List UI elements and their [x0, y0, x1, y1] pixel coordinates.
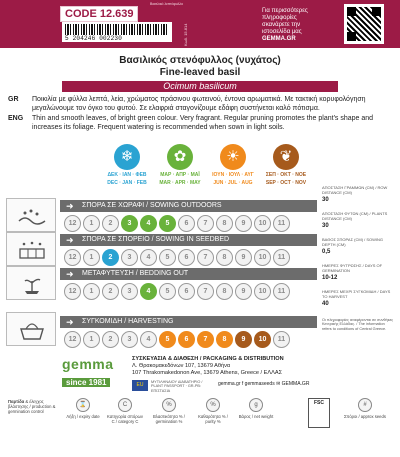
month-11: 11	[273, 215, 290, 232]
activity-row-harvesting	[60, 316, 317, 348]
field-sowing-icon	[17, 205, 47, 227]
spec-sowing-depth	[322, 238, 394, 256]
season-months-en: MAR · APR · MAY	[159, 180, 201, 186]
month-track	[60, 283, 317, 300]
month-1: 1	[83, 283, 100, 300]
season-months-gr: ΙΟΥΝ · ΙΟΥΛ · ΑΥΓ	[212, 172, 254, 178]
month-9: 9	[235, 249, 252, 266]
legend-seeds	[340, 398, 390, 419]
month-track	[60, 331, 317, 348]
plant-passport-text: ΜΥΤΙΛΗΝΑΙΟΥ ΔΙΑΒΑΤΗΡΙΟ / PLANT PASSPORT · GR-PB: ΕΠΙΣΤΑΣΙΑ	[151, 380, 203, 393]
month-4: 4	[140, 283, 157, 300]
month-1: 1	[83, 215, 100, 232]
month-11: 11	[273, 283, 290, 300]
month-5: 5	[159, 331, 176, 348]
lang-label-gr: GR	[8, 96, 19, 103]
month-4: 4	[140, 249, 157, 266]
header-tiny-text: Βασιλικό λεπτόφυλλο	[150, 2, 184, 6]
scan-info-line: ιστοσελίδα μας	[262, 29, 302, 35]
spec-plant-distance	[322, 212, 394, 230]
month-10: 10	[254, 283, 271, 300]
arrow-icon: ➜	[66, 235, 74, 245]
activity-bar	[60, 268, 317, 280]
activity-label: ΜΕΤΑΦΥΤΕΥΣΗ / BEDDING OUT	[82, 270, 189, 277]
seeds-icon: #	[358, 398, 372, 412]
spec-value: 30	[322, 196, 329, 203]
arrow-icon: ➜	[66, 201, 74, 211]
legend-germination	[150, 398, 188, 424]
sowing-seedbed-illustration	[6, 232, 56, 266]
qr-code[interactable]	[344, 4, 384, 44]
month-2: 2	[102, 283, 119, 300]
sun-icon: ☀	[220, 144, 246, 170]
bedding-out-illustration	[6, 266, 56, 300]
title-greek: Βασιλικός στενόφυλλος (νυχάτος)	[119, 55, 281, 66]
address-english: 107 Thrakomakedonon Ave, 13679 Athens, Greece / ΕΛΛΑΣ	[132, 370, 283, 376]
eu-flag-icon: EU	[132, 380, 148, 391]
month-10: 10	[254, 331, 271, 348]
lang-label-en: ENG	[8, 115, 24, 122]
category-icon: C	[118, 398, 132, 412]
activity-bar	[60, 234, 317, 246]
leaf-icon: ❦	[273, 144, 299, 170]
description-text-gr: Ποικιλία με φύλλα λεπτά, λεία, χρώματος πράσινου φωτεινού, έντονα αρωματικά. Με τακτική κορυφολόγηση μεγαλώνουμε τον όγκο του φυτού. Σε ελαφριά σταγονίζουμε εδάφη συστήνεται καλό πότισμα.	[32, 96, 366, 112]
month-5: 5	[159, 283, 176, 300]
month-8: 8	[216, 331, 233, 348]
month-6: 6	[178, 249, 195, 266]
season-months-en: JUN · JUL · AUG	[213, 180, 253, 186]
legend-text: Κατηγορία σπόρων C / category C	[106, 414, 143, 424]
activity-row-bedding-out	[60, 268, 317, 300]
month-8: 8	[216, 215, 233, 232]
legend-text: Βάρος / net weight	[238, 414, 274, 419]
latin-name: Ocimum basilicum	[62, 81, 338, 92]
expiry-icon: ⌛	[76, 398, 90, 412]
month-8: 8	[216, 283, 233, 300]
month-3: 3	[121, 283, 138, 300]
month-7: 7	[197, 331, 214, 348]
month-2: 2	[102, 331, 119, 348]
arrow-icon: ➜	[66, 269, 74, 279]
distribution-heading: ΣΥΣΚΕΥΑΣΙΑ & ΔΙΑΘΕΣΗ / PACKAGING & DISTRIBUTION	[132, 356, 284, 362]
spec-harvest-days	[322, 290, 394, 308]
spec-value: 10-12	[322, 274, 338, 281]
month-7: 7	[197, 215, 214, 232]
contact-links[interactable]: gemma.gr f gemmaseeds ✉ GEMMA.GR	[218, 381, 310, 387]
activity-row-sowing-outdoors	[60, 200, 317, 232]
month-4: 4	[140, 215, 157, 232]
month-9: 9	[235, 283, 252, 300]
description-text-en: Thin and smooth leaves, of bright green colour. Very fragrant. Regular pruning promotes the plant's shape and increases its foliage. Frequent watering is recommended when sown in light soils.	[32, 115, 374, 131]
seedbed-icon	[17, 239, 47, 261]
month-2: 2	[102, 215, 119, 232]
month-track	[60, 215, 317, 232]
flower-icon: ✿	[167, 144, 193, 170]
month-6: 6	[178, 215, 195, 232]
scan-info-line: Για περισσότερες	[262, 8, 308, 14]
fsc-logo: FSC	[308, 398, 330, 428]
description-greek	[8, 96, 392, 113]
month-track	[60, 249, 317, 266]
activity-bar	[60, 316, 317, 328]
activity-label: ΣΥΓΚΟΜΙΔΗ / HARVESTING	[82, 318, 174, 325]
legend-text: Λήξη / expiry date	[66, 414, 100, 419]
spec-label: ΑΠΟΣΤΑΣΗ ΓΡΑΜΜΩΝ (CM) / ROW DISTANCE (CM)	[322, 185, 388, 195]
activity-row-sowing-seedbed	[60, 234, 317, 266]
month-3: 3	[121, 331, 138, 348]
month-7: 7	[197, 283, 214, 300]
legend-text: Καθαρότητα % / purity %	[198, 414, 228, 424]
harvesting-illustration	[6, 312, 56, 346]
month-5: 5	[159, 215, 176, 232]
month-11: 11	[273, 331, 290, 348]
season-months-en: SEP · OCT · NOV	[265, 180, 307, 186]
month-2: 2	[102, 249, 119, 266]
legend-weight	[238, 398, 274, 419]
month-1: 1	[83, 331, 100, 348]
distribution-info	[132, 356, 332, 377]
weight-icon: g	[249, 398, 263, 412]
month-10: 10	[254, 249, 271, 266]
month-5: 5	[159, 249, 176, 266]
description-english	[8, 115, 392, 132]
germination-icon: %	[162, 398, 176, 412]
brand-since: since 1981	[62, 378, 110, 387]
month-12: 12	[64, 215, 81, 232]
spec-label: ΑΠΟΣΤΑΣΗ ΦΥΤΩΝ (CM) / PLANTS DISTANCE (CM)	[322, 211, 388, 221]
month-9: 9	[235, 331, 252, 348]
spec-germination-days	[322, 264, 394, 282]
month-3: 3	[121, 249, 138, 266]
legend-row	[0, 398, 400, 457]
legend-purity	[194, 398, 232, 424]
title-english: Fine-leaved basil	[159, 67, 241, 78]
arrow-icon: ➜	[66, 317, 74, 327]
spec-label: ΗΜΕΡΕΣ ΜΕΧΡΙ ΣΥΓΚΟΜΙΔΗ / DAYS TO HARVEST	[322, 289, 391, 299]
month-12: 12	[64, 249, 81, 266]
spec-value: 0,5	[322, 248, 331, 255]
season-winter	[104, 144, 150, 186]
spec-row-distance	[322, 186, 394, 204]
season-autumn	[263, 144, 309, 186]
spec-label: ΒΑΘΟΣ ΣΠΟΡΑΣ (CM) / SOWING DEPTH (CM)	[322, 237, 384, 247]
snowflake-icon: ❄	[114, 144, 140, 170]
spec-label: ΗΜΕΡΕΣ ΦΥΤΡΩΣΗΣ / DAYS OF GERMINATION	[322, 263, 383, 273]
harvest-basket-icon	[17, 319, 47, 341]
month-8: 8	[216, 249, 233, 266]
season-summer	[210, 144, 256, 186]
scan-info-line: σκανάρετε την	[262, 22, 301, 28]
spec-note	[322, 318, 394, 331]
product-code: CODE 12.639	[60, 6, 138, 22]
scan-info-line: πληροφορίες	[262, 15, 297, 21]
legend-text: Σπόροι / approx seeds	[344, 414, 386, 419]
month-4: 4	[140, 331, 157, 348]
brand-name: gemma	[62, 356, 114, 372]
season-spring	[157, 144, 203, 186]
website-link[interactable]: GEMMA.GR	[262, 36, 296, 42]
vertical-code-text: Κωδ. 15.814	[183, 23, 188, 46]
spec-value: 30	[322, 222, 329, 229]
purity-icon: %	[206, 398, 220, 412]
season-months-gr: ΔΕΚ · ΙΑΝ · ΦΕΒ	[107, 172, 147, 178]
lot-text: & έλεγχος βλάστησης / production & germination control	[8, 399, 56, 414]
season-months-en: DEC · JAN · FEB	[107, 180, 147, 186]
barcode-bars	[65, 24, 169, 35]
legend-category	[106, 398, 144, 424]
transplant-icon	[17, 273, 47, 295]
season-months-gr: ΜΑΡ · ΑΠΡ · ΜΑΪ	[160, 172, 200, 178]
month-11: 11	[273, 249, 290, 266]
address-greek: Λ. Θρακομακεδόνων 107, 13679 Αθήνα	[132, 363, 231, 369]
spec-value: 40	[322, 300, 329, 307]
month-9: 9	[235, 215, 252, 232]
month-3: 3	[121, 215, 138, 232]
brand-logo	[62, 356, 120, 390]
header-bar	[0, 0, 400, 48]
month-6: 6	[178, 331, 195, 348]
spec-note-text: Οι πληροφορίες αναφέρονται σε συνθήκες Κεντρικής Ελλάδας. / The information refers to conditions of Central Greece.	[322, 318, 394, 331]
month-7: 7	[197, 249, 214, 266]
lot-label: Παρτίδα	[8, 399, 25, 404]
sowing-outdoors-illustration	[6, 198, 56, 232]
season-months-gr: ΣΕΠ · ΟΚΤ · ΝΟΕ	[265, 172, 307, 178]
activity-label: ΣΠΟΡΑ ΣΕ ΣΠΟΡΕΙΟ / SOWING IN SEEDBED	[82, 236, 230, 243]
activity-bar	[60, 200, 317, 212]
legend-text: Βλαστικότητα % / germination %	[153, 414, 185, 424]
month-6: 6	[178, 283, 195, 300]
month-12: 12	[64, 283, 81, 300]
season-legend	[0, 144, 400, 188]
legend-expiry	[64, 398, 102, 419]
qr-pattern	[347, 7, 381, 41]
barcode-digits: 5 204246 002230	[65, 35, 123, 42]
month-12: 12	[64, 331, 81, 348]
month-10: 10	[254, 215, 271, 232]
month-1: 1	[83, 249, 100, 266]
scan-info	[262, 8, 340, 43]
activity-label: ΣΠΟΡΑ ΣΕ ΧΩΡΑΦΙ / SOWING OUTDOORS	[82, 202, 222, 209]
barcode	[62, 22, 172, 42]
